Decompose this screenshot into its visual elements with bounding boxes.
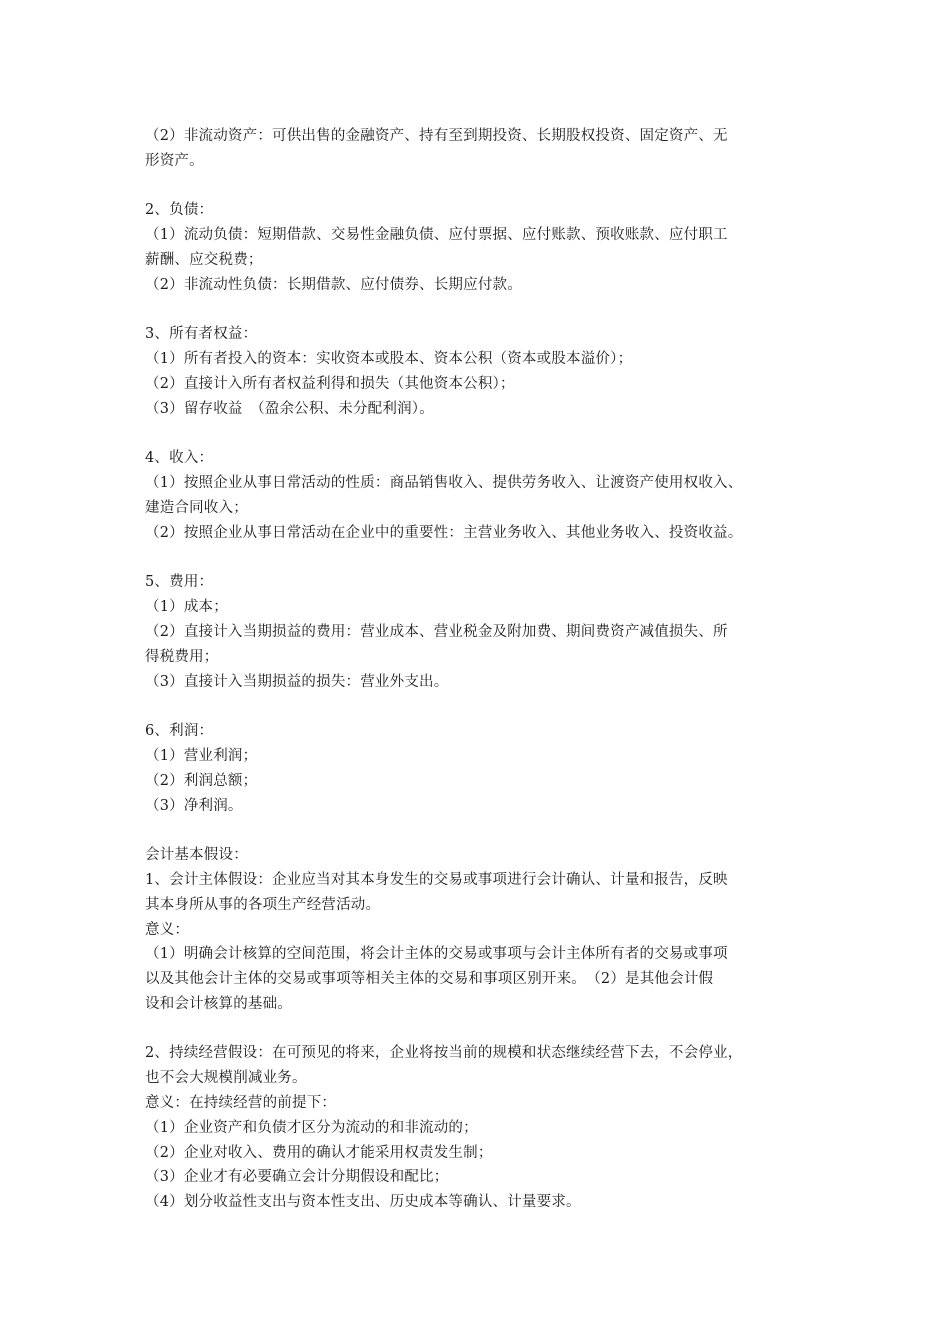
text-line: （2）直接计入当期损益的费用：营业成本、营业税金及附加费、期间费资产减值损失、所	[145, 623, 728, 640]
text-line: （2）企业对收入、费用的确认才能采用权责发生制；	[145, 1144, 493, 1161]
text-line: 建造合同收入；	[145, 499, 248, 516]
text-line: 也不会大规模削减业务。	[145, 1070, 307, 1087]
text-line: （3）留存收益 （盈余公积、未分配利润）。	[145, 400, 434, 417]
text-line: 1、会计主体假设：企业应当对其本身发生的交易或事项进行会计确认、计量和报告，反映	[145, 871, 728, 888]
text-line: （2）直接计入所有者权益利得和损失（其他资本公积）；	[145, 375, 515, 392]
text-line: 意义：在持续经营的前提下：	[145, 1095, 337, 1112]
text-line: （2）利润总额；	[145, 772, 258, 789]
text-line: （1）营业利润；	[145, 747, 258, 764]
section-heading-profit: 6、利润：	[145, 723, 214, 740]
blank-line	[145, 818, 825, 843]
blank-line	[145, 298, 825, 323]
section-heading-expenses: 5、费用：	[145, 574, 214, 591]
text-line: 2、持续经营假设：在可预见的将来，企业将按当前的规模和状态继续经营下去，不会停业，	[145, 1045, 743, 1062]
blank-line	[145, 422, 825, 447]
text-line: 设和会计核算的基础。	[145, 995, 292, 1012]
text-line: 意义：	[145, 921, 190, 938]
text-line: （1）所有者投入的资本：实收资本或股本、资本公积（资本或股本溢价）；	[145, 351, 633, 368]
text-line: （1）成本；	[145, 599, 228, 616]
text-line: 得税费用；	[145, 648, 219, 665]
text-line: （1）按照企业从事日常活动的性质：商品销售收入、提供劳务收入、让渡资产使用权收入、	[145, 475, 743, 492]
blank-line	[145, 694, 825, 719]
blank-line	[145, 1017, 825, 1042]
text-line: （3）净利润。	[145, 797, 243, 814]
text-line: 其本身所从事的各项生产经营活动。	[145, 896, 381, 913]
text-line: 形资产。	[145, 152, 204, 169]
text-line: （3）直接计入当期损益的损失：营业外支出。	[145, 673, 449, 690]
text-line: （1）企业资产和负债才区分为流动的和非流动的；	[145, 1119, 478, 1136]
text-line: （1）明确会计核算的空间范围，将会计主体的交易或事项与会计主体所有者的交易或事项	[145, 946, 728, 963]
section-heading-liabilities: 2、负债：	[145, 202, 214, 219]
text-line: 薪酬、应交税费；	[145, 251, 263, 268]
text-line: （4）划分收益性支出与资本性支出、历史成本等确认、计量要求。	[145, 1194, 581, 1211]
text-line: （2）非流动资产：可供出售的金融资产、持有至到期投资、长期股权投资、固定资产、无	[145, 128, 728, 144]
document-body	[145, 124, 825, 1215]
text-line: （3）企业才有必要确立会计分期假设和配比；	[145, 1169, 449, 1186]
text-line: （2）按照企业从事日常活动在企业中的重要性：主营业务收入、其他业务收入、投资收益。	[145, 524, 743, 541]
section-heading-assumptions: 会计基本假设：	[145, 847, 248, 864]
text-line: （2）非流动性负债：长期借款、应付债券、长期应付款。	[145, 276, 522, 293]
section-heading-equity: 3、所有者权益：	[145, 326, 258, 343]
text-line: （1）流动负债：短期借款、交易性金融负债、应付票据、应付账款、预收账款、应付职工	[145, 227, 728, 244]
blank-line	[145, 546, 825, 571]
blank-line	[145, 174, 825, 199]
text-line: 以及其他会计主体的交易或事项等相关主体的交易和事项区别开来。 （2）是其他会计假	[145, 971, 714, 988]
section-heading-revenue: 4、收入：	[145, 450, 214, 467]
